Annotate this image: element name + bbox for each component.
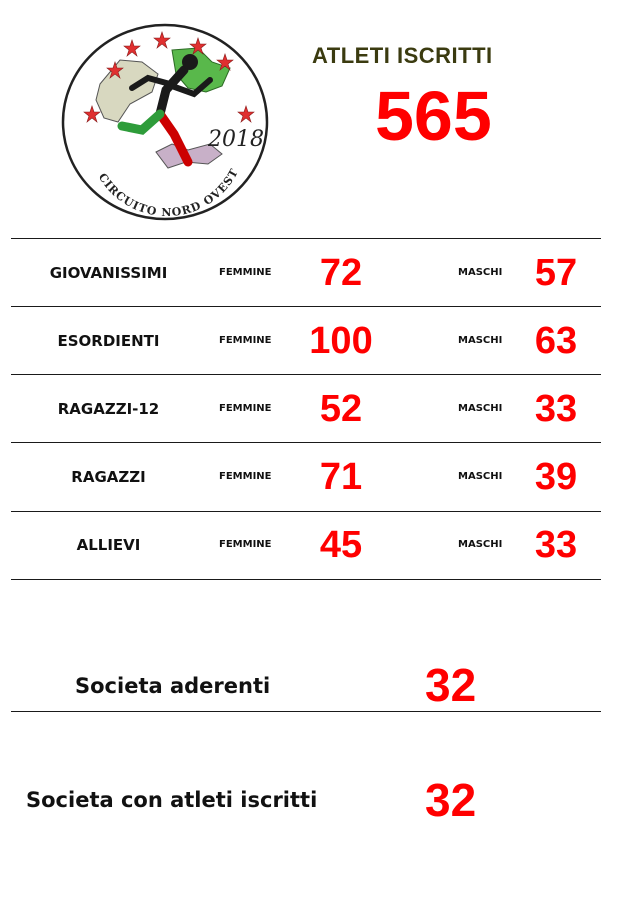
category-name: ESORDIENTI: [57, 332, 160, 350]
female-count: 45: [319, 524, 363, 566]
total-athletes: 565: [375, 77, 492, 155]
table-row: [11, 511, 601, 579]
table-row: [11, 443, 601, 511]
male-count: 57: [534, 252, 578, 294]
table-row: [11, 307, 601, 375]
male-label: MASCHI: [458, 335, 503, 346]
female-label: FEMMINE: [219, 471, 272, 482]
female-count: 72: [319, 252, 363, 294]
female-count: 100: [309, 320, 373, 362]
societa-iscritti-label: Societa con atleti iscritti: [26, 788, 318, 812]
female-label: FEMMINE: [219, 403, 272, 414]
male-count: 33: [534, 524, 578, 566]
category-name: GIOVANISSIMI: [49, 264, 168, 282]
societa-aderenti-value: 32: [425, 659, 477, 711]
male-label: MASCHI: [458, 539, 503, 550]
category-name: RAGAZZI: [71, 468, 146, 486]
male-count: 33: [534, 388, 578, 430]
logo-year: 2018: [208, 127, 264, 152]
female-count: 52: [319, 388, 363, 430]
table-divider: [11, 579, 601, 580]
female-label: FEMMINE: [219, 267, 272, 278]
male-label: MASCHI: [458, 403, 503, 414]
male-label: MASCHI: [458, 267, 503, 278]
page-title: ATLETI ISCRITTI: [312, 43, 493, 68]
male-count: 39: [534, 456, 578, 498]
table-row: [11, 375, 601, 443]
male-count: 63: [534, 320, 578, 362]
logo-caption: CIRCUITO NORD OVEST: [95, 166, 242, 220]
male-label: MASCHI: [458, 471, 503, 482]
female-label: FEMMINE: [219, 335, 272, 346]
summary-divider: [11, 711, 601, 712]
circuito-nord-ovest-logo: [60, 22, 270, 222]
category-name: ALLIEVI: [76, 536, 141, 554]
female-count: 71: [319, 456, 363, 498]
category-name: RAGAZZI-12: [57, 400, 160, 418]
table-row: [11, 239, 601, 307]
societa-iscritti-value: 32: [425, 774, 477, 826]
female-label: FEMMINE: [219, 539, 272, 550]
societa-aderenti-label: Societa aderenti: [75, 674, 271, 698]
